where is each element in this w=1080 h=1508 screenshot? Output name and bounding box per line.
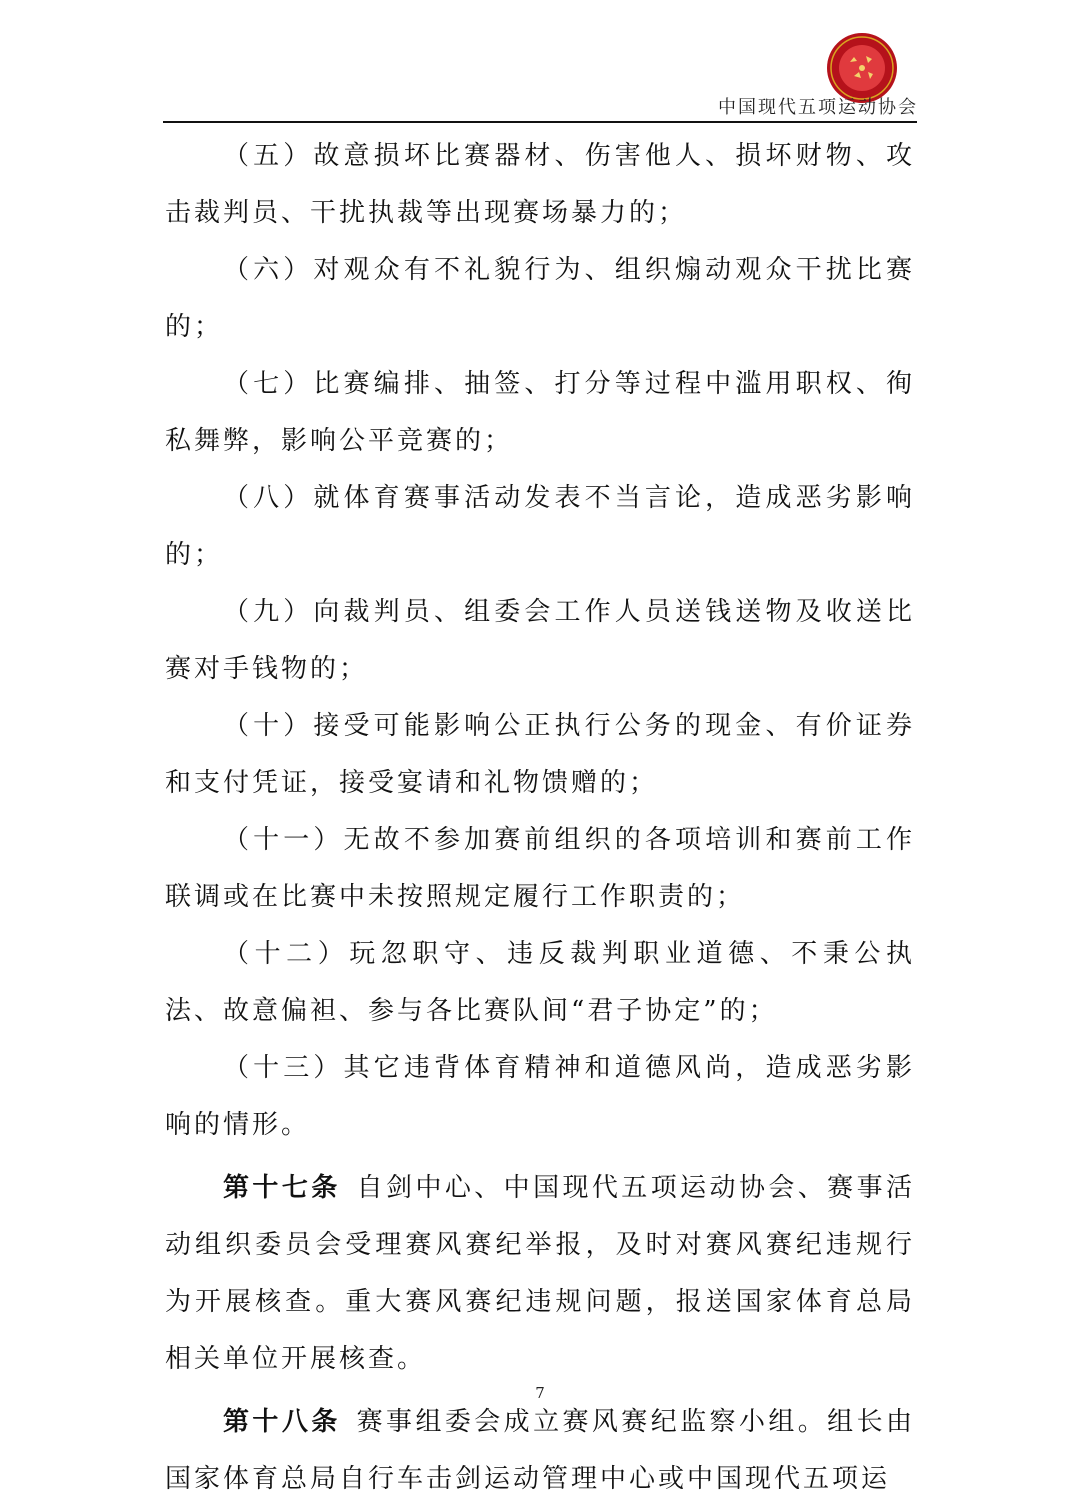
article-18 [165, 1394, 915, 1508]
clause-item-8: （八）就体育赛事活动发表不当言论，造成恶劣影响的； [165, 483, 915, 570]
clause-item-5: （五）故意损坏比赛器材、伤害他人、损坏财物、攻击裁判员、干扰执裁等出现赛场暴力的； [165, 141, 915, 228]
page-number: 7 [535, 1384, 545, 1402]
organization-name: 中国现代五项运动协会 [718, 97, 918, 118]
clause-item-12: （十二）玩忽职守、违反裁判职业道德、不秉公执法、故意偏袒、参与各比赛队间“君子协定”的； [165, 939, 915, 1026]
clause-item-9: （九）向裁判员、组委会工作人员送钱送物及收送比赛对手钱物的； [165, 597, 915, 684]
article-17-text: 自剑中心、中国现代五项运动协会、赛事活动组织委员会受理赛风赛纪举报，及时对赛风赛纪违规行为开展核查。重大赛风赛纪违规问题，报送国家体育总局相关单位开展核查。 [165, 1173, 915, 1374]
clause-item-6: （六）对观众有不礼貌行为、组织煽动观众干扰比赛的； [165, 255, 915, 342]
article-17-label: 第十七条 [223, 1173, 341, 1203]
clause-item-13: （十三）其它违背体育精神和道德风尚，造成恶劣影响的情形。 [165, 1053, 915, 1140]
document-body [165, 128, 915, 1508]
article-18-text: 赛事组委会成立赛风赛纪监察小组。组长由国家体育总局自行车击剑运动管理中心或中国现代五项运 [165, 1407, 915, 1494]
article-17 [165, 1160, 915, 1388]
header-divider [163, 121, 917, 123]
clause-item-10: （十）接受可能影响公正执行公务的现金、有价证券和支付凭证，接受宴请和礼物馈赠的； [165, 711, 915, 798]
clause-item-7: （七）比赛编排、抽签、打分等过程中滥用职权、徇私舞弊，影响公平竞赛的； [165, 369, 915, 456]
clause-item-11: （十一）无故不参加赛前组织的各项培训和赛前工作联调或在比赛中未按照规定履行工作职责的； [165, 825, 915, 912]
article-18-label: 第十八条 [223, 1407, 341, 1437]
